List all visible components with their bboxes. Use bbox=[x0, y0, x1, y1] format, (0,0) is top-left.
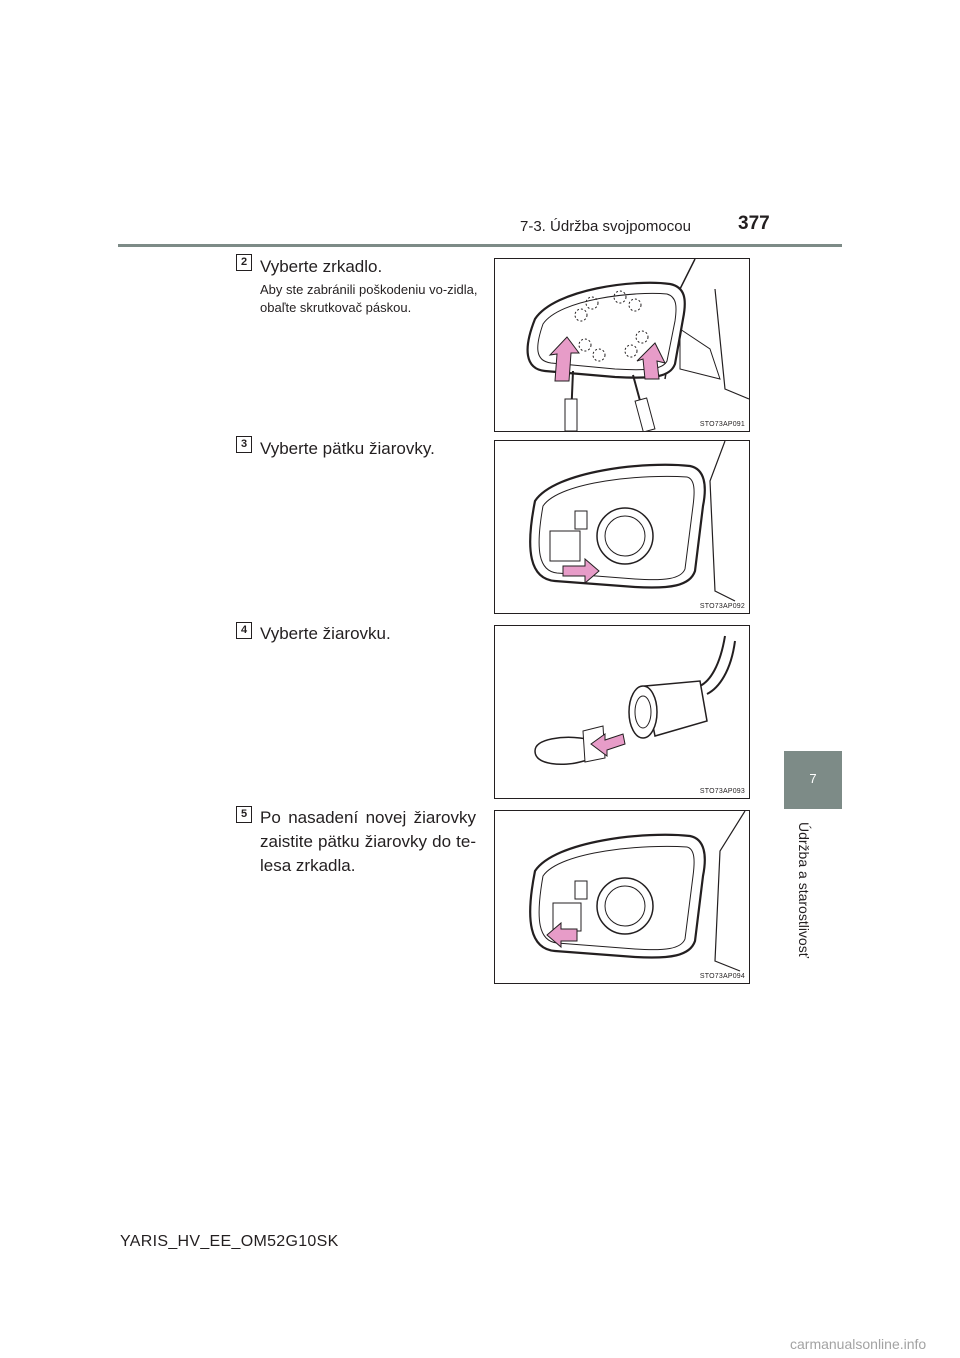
bulb-socket-install-illustration bbox=[495, 811, 749, 983]
mirror-glass-illustration bbox=[495, 259, 749, 431]
step-title: Vyberte žiarovku. bbox=[260, 624, 391, 643]
step-badge: 3 bbox=[236, 436, 252, 453]
image-code: STO73AP092 bbox=[699, 603, 745, 610]
step-badge: 4 bbox=[236, 622, 252, 639]
step-title: Vyberte zrkadlo. bbox=[260, 257, 383, 276]
image-code: STO73AP091 bbox=[699, 421, 745, 428]
document-code: YARIS_HV_EE_OM52G10SK bbox=[120, 1233, 339, 1250]
step-note: Aby ste zabránili poškodeniu vo-zidla, obaľte skrutkovač páskou. bbox=[260, 282, 478, 315]
illustration-remove-mirror bbox=[494, 258, 750, 432]
image-code: STO73AP094 bbox=[699, 973, 745, 980]
page-number: 377 bbox=[738, 213, 770, 234]
step-badge: 5 bbox=[236, 806, 252, 823]
illustration-remove-bulb bbox=[494, 625, 750, 799]
chapter-tab bbox=[784, 751, 842, 809]
chapter-number: 7 bbox=[809, 771, 817, 786]
watermark: carmanualsonline.info bbox=[790, 1336, 927, 1352]
bulb-illustration bbox=[495, 626, 749, 798]
image-code: STO73AP093 bbox=[699, 788, 745, 795]
step-badge: 2 bbox=[236, 254, 252, 271]
section-title: 7-3. Údržba svojpomocou bbox=[520, 218, 691, 235]
illustration-remove-socket bbox=[494, 440, 750, 614]
header-rule bbox=[118, 244, 842, 247]
chapter-title: Údržba a starostlivosť bbox=[796, 822, 812, 958]
bulb-socket-illustration bbox=[495, 441, 749, 613]
illustration-install-socket bbox=[494, 810, 750, 984]
step-title: Vyberte pätku žiarovky. bbox=[260, 439, 435, 458]
step-title: Po nasadení novej žiarovky zaistite pätku žiarovky do te-lesa zrkadla. bbox=[260, 808, 476, 875]
